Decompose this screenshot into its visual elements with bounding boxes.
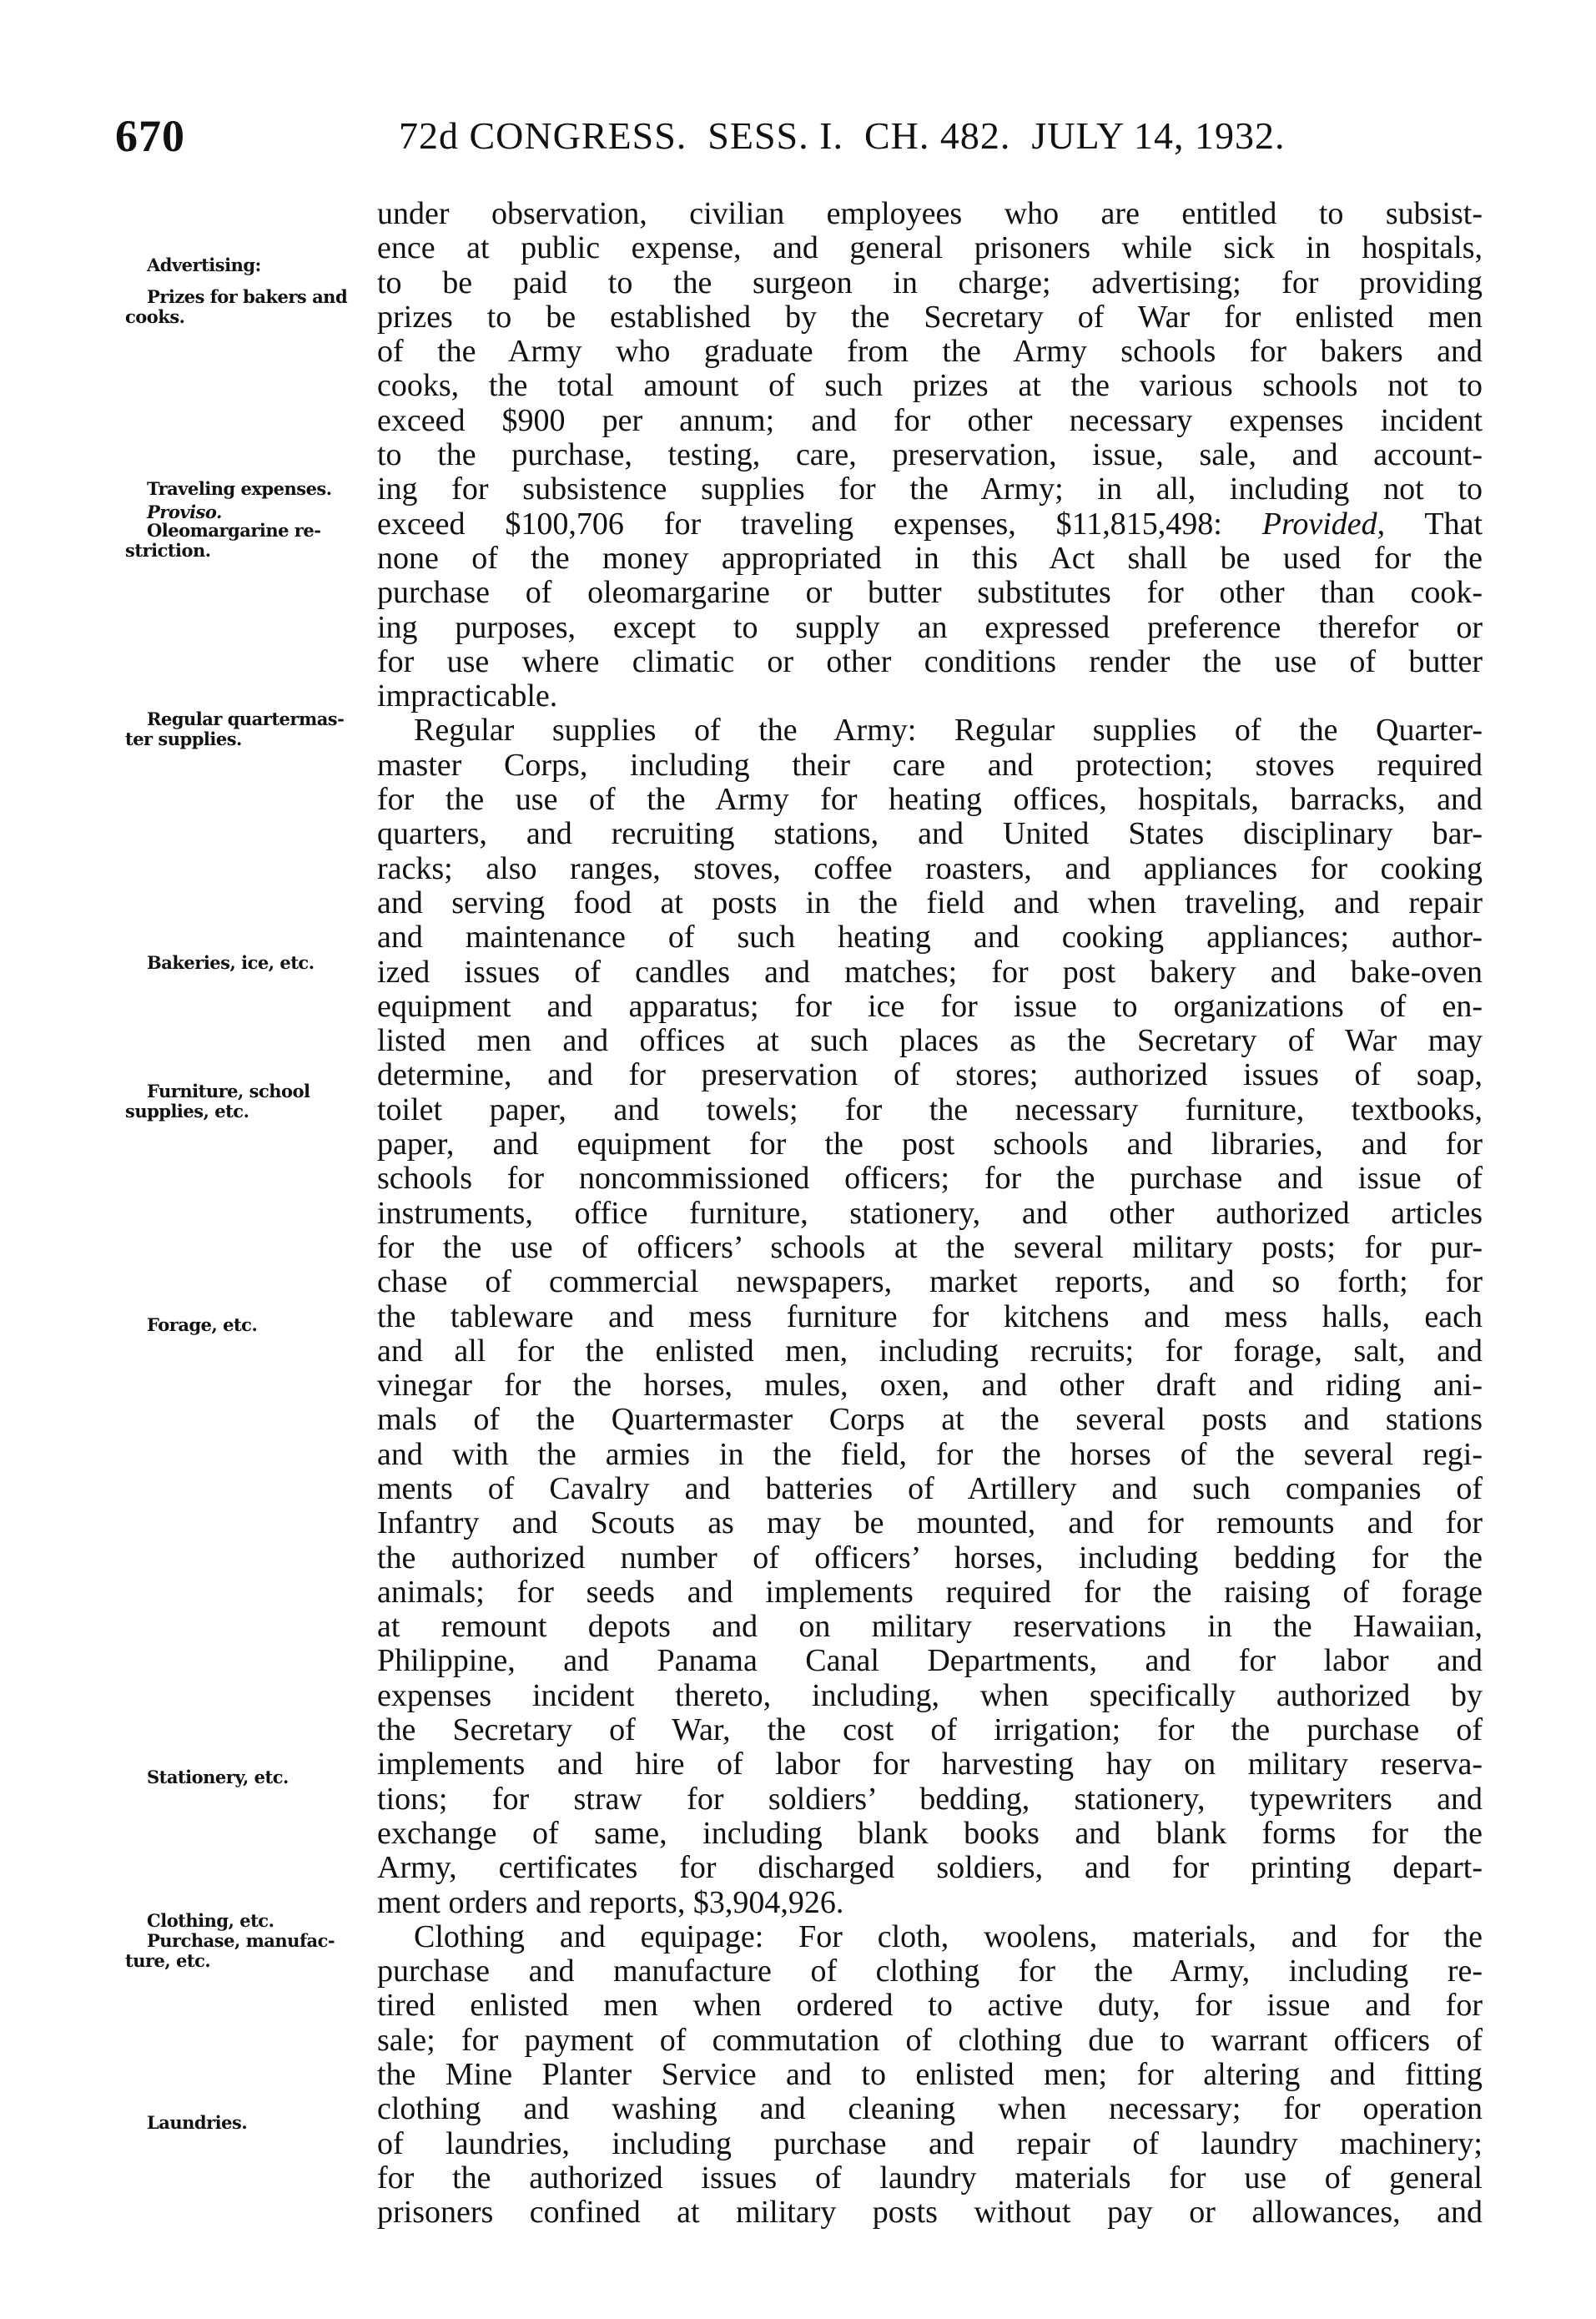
margin-note-proviso: Proviso. bbox=[147, 502, 222, 522]
text-line: for use where climatic or other conditions render the use of butter bbox=[377, 643, 1483, 679]
text-line: the Secretary of War, the cost of irrigation; for the purchase of bbox=[377, 1712, 1483, 1748]
text-line: to be paid to the surgeon in charge; advertising; for providing bbox=[377, 265, 1483, 300]
page-number: 670 bbox=[115, 111, 185, 161]
text-line: the authorized number of officers’ horses, including bedding for the bbox=[377, 1540, 1483, 1575]
text-line: instruments, office furniture, stationery, and other authorized articles bbox=[377, 1195, 1483, 1231]
text-line: ing purposes, except to supply an expressed preference therefor or bbox=[377, 609, 1483, 645]
text-line: ized issues of candles and matches; for post bakery and bake-oven bbox=[377, 954, 1483, 990]
text-line: expenses incident thereto, including, when specifically authorized by bbox=[377, 1677, 1483, 1713]
text-line: and with the armies in the field, for the horses of the several regi- bbox=[377, 1436, 1483, 1472]
text-line: schools for noncommissioned officers; for the purchase and issue of bbox=[377, 1161, 1483, 1197]
text-line: purchase of oleomargarine or butter substitutes for other than cook- bbox=[377, 575, 1483, 611]
margin-note-prizes: Prizes for bakers and cooks. bbox=[125, 286, 348, 327]
margin-note-traveling-expenses: Traveling expenses. bbox=[147, 478, 332, 499]
text-line: purchase and manufacture of clothing for the Army, including re- bbox=[377, 1954, 1483, 1989]
running-head: 72d CONGRESS. SESS. I. CH. 482. JULY 14, 1932. bbox=[399, 114, 1286, 157]
text-line: and maintenance of such heating and cooking appliances; author- bbox=[377, 920, 1483, 955]
text-line: ing for subsistence supplies for the Army; in all, including not to bbox=[377, 471, 1483, 507]
text-line: exceed $100,706 for traveling expenses, $11,815,498: Provided, That bbox=[377, 506, 1483, 542]
text-line: exceed $900 per annum; and for other necessary expenses incident bbox=[377, 402, 1483, 438]
text-line: clothing and washing and cleaning when necessary; for operation bbox=[377, 2091, 1483, 2127]
text-line: and all for the enlisted men, including recruits; for forage, salt, and bbox=[377, 1333, 1483, 1369]
text-line: toilet paper, and towels; for the necessary furniture, textbooks, bbox=[377, 1091, 1483, 1127]
text-line: impracticable. bbox=[377, 678, 558, 714]
text-line: determine, and for preservation of stores; authorized issues of soap, bbox=[377, 1057, 1483, 1093]
text-line: the Mine Planter Service and to enlisted men; for altering and fitting bbox=[377, 2057, 1483, 2093]
text-line: to the purchase, testing, care, preservation, issue, sale, and account- bbox=[377, 437, 1483, 473]
margin-note-clothing: Clothing, etc. bbox=[147, 1910, 274, 1931]
text-line: paper, and equipment for the post schools and libraries, and for bbox=[377, 1127, 1483, 1162]
text-line: for the use of the Army for heating offices, hospitals, barracks, and bbox=[377, 782, 1483, 818]
text-line: for the use of officers’ schools at the several military posts; for pur- bbox=[377, 1229, 1483, 1265]
text-line: quarters, and recruiting stations, and United States disciplinary bar- bbox=[377, 816, 1483, 852]
text-line: at remount depots and on military reservations in the Hawaiian, bbox=[377, 1609, 1483, 1645]
text-line: cooks, the total amount of such prizes at the various schools not to bbox=[377, 368, 1483, 404]
text-line: of laundries, including purchase and repair of laundry machinery; bbox=[377, 2125, 1483, 2161]
text-line: sale; for payment of commutation of clothing due to warrant officers of bbox=[377, 2022, 1483, 2058]
text-line: ment orders and reports, $3,904,926. bbox=[377, 1884, 844, 1920]
proviso-italic: Provided bbox=[1261, 506, 1377, 542]
text-line: Philippine, and Panama Canal Departments, and for labor and bbox=[377, 1643, 1483, 1679]
margin-note-bakeries: Bakeries, ice, etc. bbox=[147, 952, 315, 973]
text-line: of the Army who graduate from the Army schools for bakers and bbox=[377, 334, 1483, 370]
text-line: ments of Cavalry and batteries of Artillery and such companies of bbox=[377, 1470, 1483, 1506]
text-line: tired enlisted men when ordered to active duty, for issue and for bbox=[377, 1988, 1483, 2024]
text-line: prisoners confined at military posts without pay or allowances, and bbox=[377, 2195, 1483, 2231]
margin-note-laundries: Laundries. bbox=[147, 2112, 248, 2133]
margin-note-advertising: Advertising: bbox=[147, 255, 261, 275]
text-line: racks; also ranges, stoves, coffee roasters, and appliances for cooking bbox=[377, 850, 1483, 886]
margin-note-furniture: Furniture, school supplies, etc. bbox=[125, 1081, 310, 1122]
margin-note-oleomargarine: Oleomargarine re- striction. bbox=[125, 520, 321, 561]
text-line: exchange of same, including blank books and blank forms for the bbox=[377, 1815, 1483, 1851]
text-line: ence at public expense, and general prisoners while sick in hospitals, bbox=[377, 230, 1483, 266]
text-line: under observation, civilian employees who are entitled to subsist- bbox=[377, 196, 1483, 231]
text-line: prizes to be established by the Secretary of War for enlisted men bbox=[377, 299, 1483, 335]
margin-note-stationery: Stationery, etc. bbox=[147, 1767, 289, 1787]
statute-text bbox=[377, 197, 1483, 2231]
text-line: for the authorized issues of laundry materials for use of general bbox=[377, 2160, 1483, 2195]
text-line: equipment and apparatus; for ice for issue to organizations of en- bbox=[377, 988, 1483, 1024]
text-line: tions; for straw for soldiers’ bedding, stationery, typewriters and bbox=[377, 1781, 1483, 1817]
text-line: chase of commercial newspapers, market reports, and so forth; for bbox=[377, 1264, 1483, 1300]
text-line: vinegar for the horses, mules, oxen, and other draft and riding ani- bbox=[377, 1368, 1483, 1404]
margin-note-forage: Forage, etc. bbox=[147, 1314, 258, 1335]
margin-note-purchase-manufacture: Purchase, manufac- ture, etc. bbox=[125, 1930, 335, 1971]
text-line: Regular supplies of the Army: Regular supplies of the Quarter- bbox=[414, 713, 1483, 749]
text-line: implements and hire of labor for harvesting hay on military reserva- bbox=[377, 1747, 1483, 1782]
text-line: listed men and offices at such places as the Secretary of War may bbox=[377, 1023, 1483, 1059]
text-line: and serving food at posts in the field and when traveling, and repair bbox=[377, 885, 1483, 920]
text-line: mals of the Quartermaster Corps at the several posts and stations bbox=[377, 1402, 1483, 1438]
text-line: master Corps, including their care and protection; stoves required bbox=[377, 747, 1483, 783]
text-line: Infantry and Scouts as may be mounted, and for remounts and for bbox=[377, 1505, 1483, 1541]
margin-note-quartermaster-supplies: Regular quartermas- ter supplies. bbox=[125, 708, 345, 749]
text-line: animals; for seeds and implements required for the raising of forage bbox=[377, 1574, 1483, 1610]
text-line: the tableware and mess furniture for kitchens and mess halls, each bbox=[377, 1298, 1483, 1334]
text-line: none of the money appropriated in this Act shall be used for the bbox=[377, 540, 1483, 576]
text-line: Army, certificates for discharged soldiers, and for printing depart- bbox=[377, 1850, 1483, 1886]
text-line: Clothing and equipage: For cloth, woolens, materials, and for the bbox=[414, 1918, 1483, 1954]
